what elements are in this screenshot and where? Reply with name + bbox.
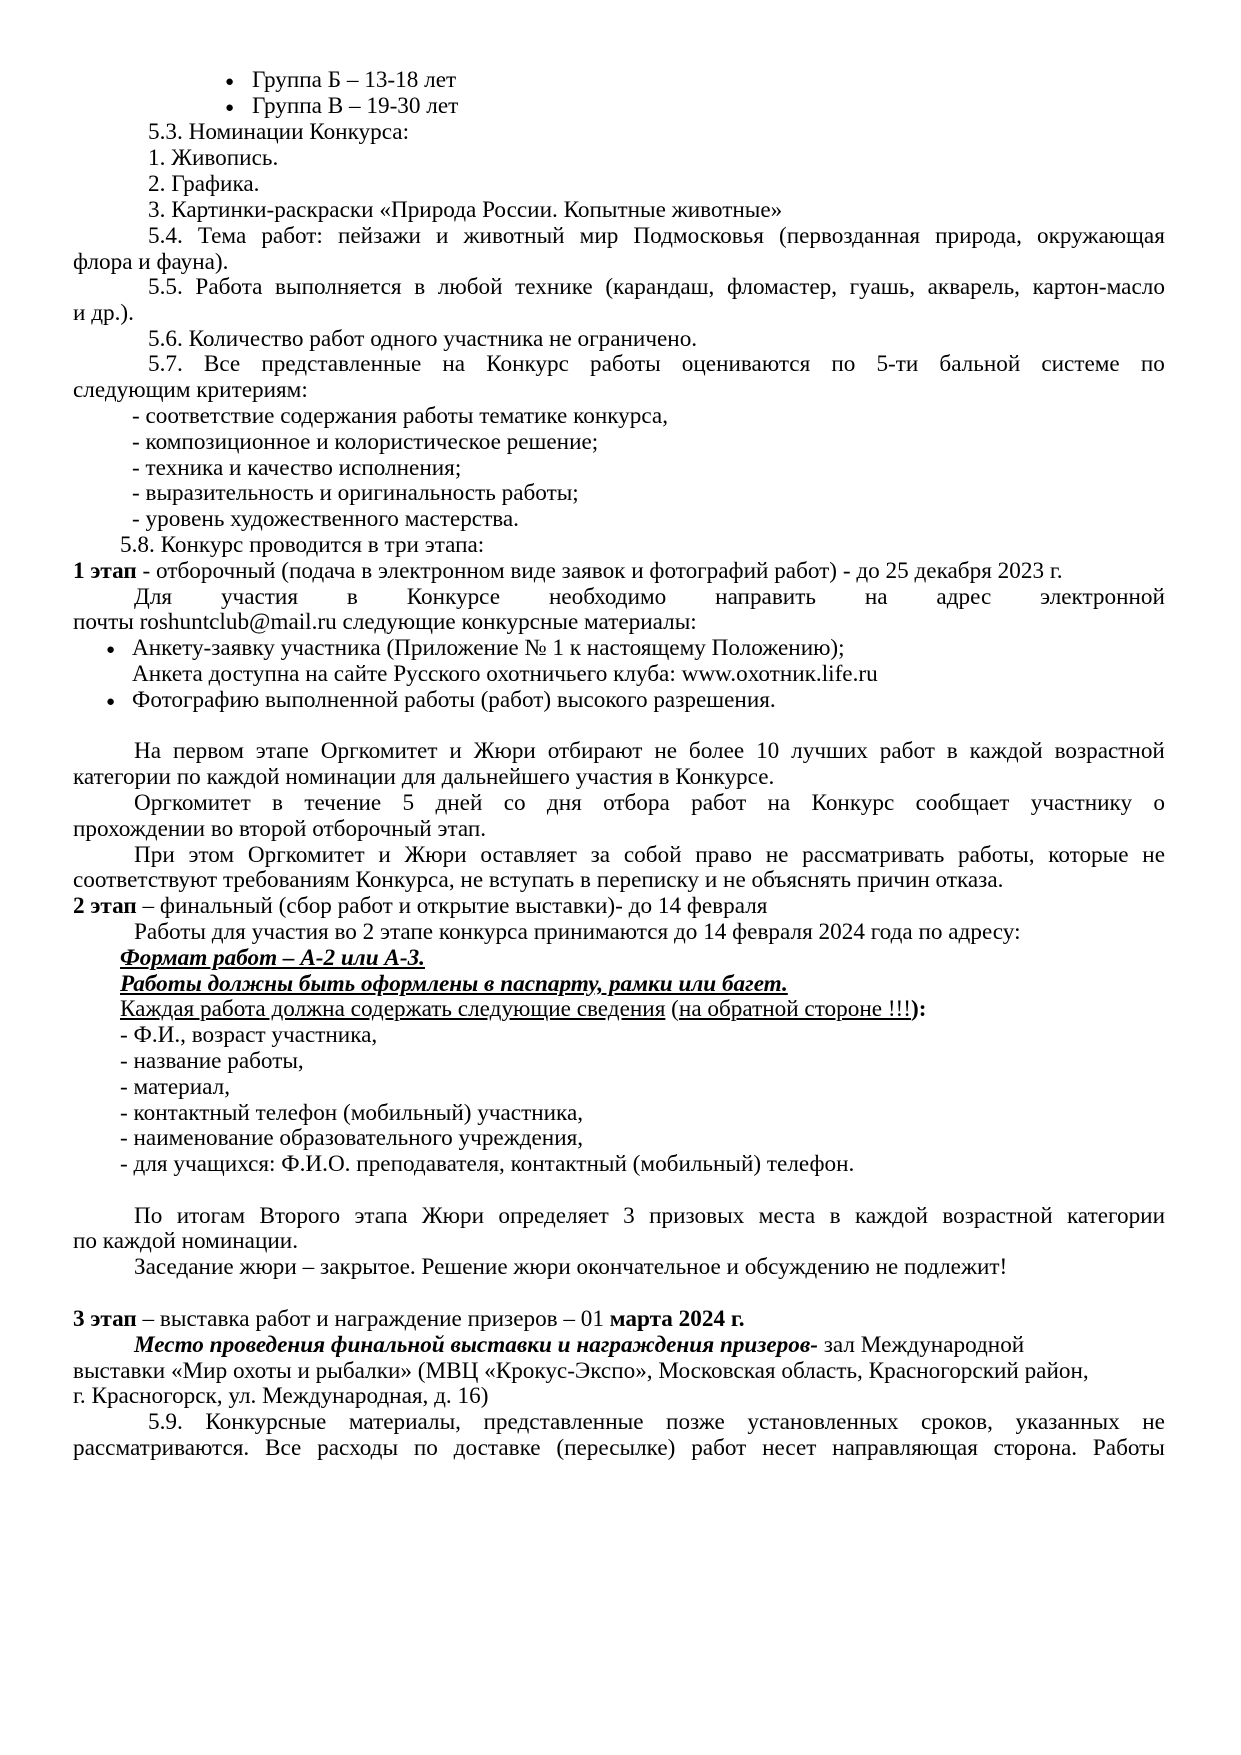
- word: призовых: [649, 1203, 745, 1229]
- p55-line2: и др.).: [73, 300, 134, 326]
- stage3-label: 3 этап: [73, 1306, 137, 1332]
- nomination-item: 3. Картинки-раскраски «Природа России. Копытные животные»: [148, 197, 783, 223]
- word: более: [688, 738, 745, 764]
- p56: 5.6. Количество работ одного участника не ограничено.: [148, 326, 698, 352]
- word: мир: [579, 223, 619, 249]
- p57-line1: [148, 350, 1165, 379]
- bullet-icon: ●: [225, 74, 235, 90]
- word: в: [272, 790, 283, 816]
- word: представленные: [483, 1409, 644, 1435]
- word: представленные: [261, 351, 422, 377]
- word: работ: [691, 790, 747, 816]
- word: любой: [437, 274, 503, 300]
- word: Подмосковья: [633, 223, 764, 249]
- word: 5-ти: [876, 351, 919, 377]
- word: собой: [623, 842, 682, 868]
- stage2-label: 2 этап: [73, 893, 137, 919]
- word: в: [346, 584, 358, 610]
- word: работ:: [261, 223, 323, 249]
- p58: 5.8. Конкурс проводится в три этапа:: [120, 532, 485, 558]
- word: работ: [879, 738, 935, 764]
- word: Оргкомитет: [320, 738, 438, 764]
- word: картон-масло: [1032, 274, 1165, 300]
- word: Жюри: [404, 842, 467, 868]
- word: окружающая: [1036, 223, 1165, 249]
- p59-line1: [148, 1408, 1165, 1437]
- word: отбирают: [547, 738, 643, 764]
- word: на: [767, 790, 791, 816]
- word: Конкурсе: [406, 584, 501, 610]
- word: итогам: [176, 1203, 246, 1229]
- word: акварель,: [927, 274, 1020, 300]
- word: природа,: [935, 223, 1022, 249]
- word: отбора: [603, 790, 670, 816]
- word: Все: [203, 351, 241, 377]
- word: не: [654, 738, 678, 764]
- word: 10: [756, 738, 780, 764]
- stage3-date: марта 2024 г.: [609, 1306, 745, 1332]
- stage1-line: [73, 557, 1165, 586]
- word: места: [758, 1203, 816, 1229]
- stage1-bullet1-sub: Анкета доступна на сайте Русского охотничьего клуба: www.oхотник.life.ru: [132, 661, 878, 687]
- word: 5.4.: [148, 223, 183, 249]
- word: и: [449, 738, 462, 764]
- word: Оргкомитет: [134, 790, 251, 816]
- word: не: [1142, 842, 1165, 868]
- jury-note: Заседание жюри – закрытое. Решение жюри окончательное и обсуждению не подлежит!: [134, 1254, 1008, 1280]
- word: оставляет: [480, 842, 577, 868]
- word: фломастер,: [726, 274, 838, 300]
- word: сообщает: [915, 790, 1010, 816]
- stage3-place: Место проведения финальной выставки и награждения призеров- зал Международной: [134, 1332, 1025, 1358]
- stage2-framing: Работы должны быть оформлены в паспарту, рамки или багет.: [120, 971, 788, 997]
- nominations-heading: 5.3. Номинации Конкурса:: [148, 119, 410, 145]
- info-item: - контактный телефон (мобильный) участника,: [120, 1100, 584, 1126]
- word: и: [436, 223, 449, 249]
- word: указанных: [1015, 1409, 1120, 1435]
- word: позже: [666, 1409, 725, 1435]
- word: работ: [691, 1435, 747, 1461]
- stage1-line3: почты roshuntclub@mail.ru следующие конкурсные материалы:: [73, 609, 697, 635]
- bullet-icon: ●: [106, 642, 116, 658]
- word: возрастной: [1054, 738, 1165, 764]
- selection-p1-line1: [134, 737, 1165, 766]
- word: в: [829, 1203, 841, 1229]
- info-item: - Ф.И., возраст участника,: [120, 1022, 378, 1048]
- stage1-text: - отборочный (подача в электронном виде заявок и фотографий работ) - до 25 декабря 2023 г.: [136, 558, 1063, 584]
- word: на: [864, 584, 888, 610]
- word: пейзажи: [337, 223, 421, 249]
- word: каждой: [969, 738, 1043, 764]
- bullet-icon: ●: [225, 100, 235, 116]
- word: По: [134, 1203, 163, 1229]
- stage3-text: – выставка работ и награждение призеров – 01: [136, 1306, 610, 1332]
- word: Работы: [1092, 1435, 1165, 1461]
- word: несет: [762, 1435, 817, 1461]
- word: по: [1140, 351, 1165, 377]
- stage1-bullet1: Анкету-заявку участника (Приложение № 1 к настоящему Положению);: [132, 635, 845, 661]
- word: за: [590, 842, 611, 868]
- word: выполняется: [275, 274, 402, 300]
- word: системе: [1041, 351, 1120, 377]
- criterion-item: - композиционное и колористическое решение;: [132, 429, 599, 455]
- stage2-line: [73, 892, 1165, 921]
- selection-p3-line2: соответствуют требованиям Конкурса, не вступать в переписку и не объяснять причин отказа.: [73, 867, 1004, 893]
- age-group-b: Группа Б – 13-18 лет: [252, 67, 457, 93]
- stage2-info-required: Каждая работа должна содержать следующие сведения (на обратной стороне !!!):: [120, 996, 927, 1022]
- word: Работа: [195, 274, 263, 300]
- p54-line1: [148, 222, 1165, 251]
- word: гуашь,: [849, 274, 915, 300]
- word: необходимо: [548, 584, 667, 610]
- word: возрастной: [942, 1203, 1053, 1229]
- selection-p2-line2: прохождении во второй отборочный этап.: [73, 816, 487, 842]
- selection-p1-line2: категории по каждой номинации для дальнейшего участия в Конкурсе.: [73, 764, 775, 790]
- word: 3: [623, 1203, 635, 1229]
- word: Конкурсные: [205, 1409, 327, 1435]
- criterion-item: - уровень художественного мастерства.: [132, 506, 519, 532]
- stage2-format: Формат работ – А-2 или А-3.: [120, 945, 425, 971]
- word: Жюри: [473, 738, 536, 764]
- info-item: - название работы,: [120, 1048, 304, 1074]
- word: (пересылке): [556, 1435, 676, 1461]
- word: электронной: [1040, 584, 1165, 610]
- word: участнику: [1030, 790, 1133, 816]
- word: со: [503, 790, 526, 816]
- word: (первозданная: [778, 223, 920, 249]
- word: расходы: [317, 1435, 399, 1461]
- word: первом: [172, 738, 244, 764]
- selection-p2-line1: [134, 789, 1165, 818]
- info-item: - наименование образовательного учреждения,: [120, 1125, 584, 1151]
- word: работы: [590, 351, 661, 377]
- word: Жюри: [421, 1203, 484, 1229]
- word: Конкурс: [486, 351, 569, 377]
- word: по: [831, 351, 856, 377]
- word: Для: [134, 584, 173, 610]
- word: в: [414, 274, 426, 300]
- results-line2: по каждой номинации.: [73, 1228, 298, 1254]
- word: Оргкомитет: [247, 842, 365, 868]
- p59-line2: [73, 1434, 1165, 1463]
- stage2-p1: Работы для участия во 2 этапе конкурса принимаются до 14 февраля 2024 года по адресу:: [134, 919, 1021, 945]
- word: о: [1153, 790, 1165, 816]
- info-item: - материал,: [120, 1074, 231, 1100]
- age-group-v: Группа В – 19-30 лет: [252, 93, 459, 119]
- word: 5.9.: [148, 1409, 183, 1435]
- word: 5: [402, 790, 415, 816]
- word: участия: [220, 584, 298, 610]
- word: работы,: [958, 842, 1035, 868]
- word: сроков,: [920, 1409, 993, 1435]
- criterion-item: - выразительность и оригинальность работы;: [132, 480, 579, 506]
- word: животный: [463, 223, 565, 249]
- word: технике: [515, 274, 593, 300]
- p57-line2: следующим критериям:: [73, 377, 308, 403]
- word: не: [765, 842, 789, 868]
- word: рассматриваются.: [73, 1435, 250, 1461]
- nomination-item: 1. Живопись.: [148, 145, 279, 171]
- bullet-icon: ●: [106, 694, 116, 710]
- word: лучших: [791, 738, 868, 764]
- word: Все: [265, 1435, 302, 1461]
- word: На: [134, 738, 162, 764]
- word: оцениваются: [681, 351, 811, 377]
- word: При: [134, 842, 175, 868]
- word: течение: [304, 790, 382, 816]
- word: бальной: [939, 351, 1021, 377]
- stage3-place-line3: г. Красногорск, ул. Международная, д. 16): [73, 1383, 489, 1409]
- stage2-text: – финальный (сбор работ и открытие выставки)- до 14 февраля: [136, 893, 768, 919]
- word: 5.5.: [148, 274, 183, 300]
- word: направляющая: [832, 1435, 978, 1461]
- nomination-item: 2. Графика.: [148, 171, 260, 197]
- word: не: [1142, 1409, 1165, 1435]
- word: доставке: [453, 1435, 541, 1461]
- criterion-item: - техника и качество исполнения;: [132, 455, 462, 481]
- word: по: [413, 1435, 438, 1461]
- p55-line1: [148, 273, 1165, 302]
- word: сторона.: [993, 1435, 1078, 1461]
- word: установленных: [747, 1409, 899, 1435]
- word: дней: [435, 790, 483, 816]
- stage1-label: 1 этап: [73, 558, 137, 584]
- word: которые: [1048, 842, 1129, 868]
- word: материалы,: [348, 1409, 461, 1435]
- word: этапа: [354, 1203, 408, 1229]
- stage1-bullet2: Фотографию выполненной работы (работ) высокого разрешения.: [132, 687, 776, 713]
- word: категории: [1067, 1203, 1165, 1229]
- word: определяет: [498, 1203, 609, 1229]
- word: дня: [546, 790, 582, 816]
- word: на: [442, 351, 466, 377]
- word: право: [695, 842, 752, 868]
- word: Конкурс: [811, 790, 895, 816]
- word: каждой: [854, 1203, 928, 1229]
- word: адрес: [936, 584, 992, 610]
- word: направить: [715, 584, 816, 610]
- stage3-place-line2: выставки «Мир охоты и рыбалки» (МВЦ «Крокус-Экспо», Московская область, Красногорский район,: [73, 1358, 1089, 1384]
- word: в: [946, 738, 958, 764]
- p54-line2: флора и фауна).: [73, 249, 229, 275]
- criterion-item: - соответствие содержания работы тематике конкурса,: [132, 403, 669, 429]
- info-item: - для учащихся: Ф.И.О. преподавателя, контактный (мобильный) телефон.: [120, 1151, 855, 1177]
- word: этапе: [255, 738, 309, 764]
- word: этом: [188, 842, 235, 868]
- word: Второго: [259, 1203, 341, 1229]
- word: 5.7.: [148, 351, 183, 377]
- word: рассматривать: [802, 842, 945, 868]
- word: и: [378, 842, 391, 868]
- word: (карандаш,: [605, 274, 715, 300]
- stage3-line: [73, 1305, 1165, 1334]
- word: Тема: [197, 223, 247, 249]
